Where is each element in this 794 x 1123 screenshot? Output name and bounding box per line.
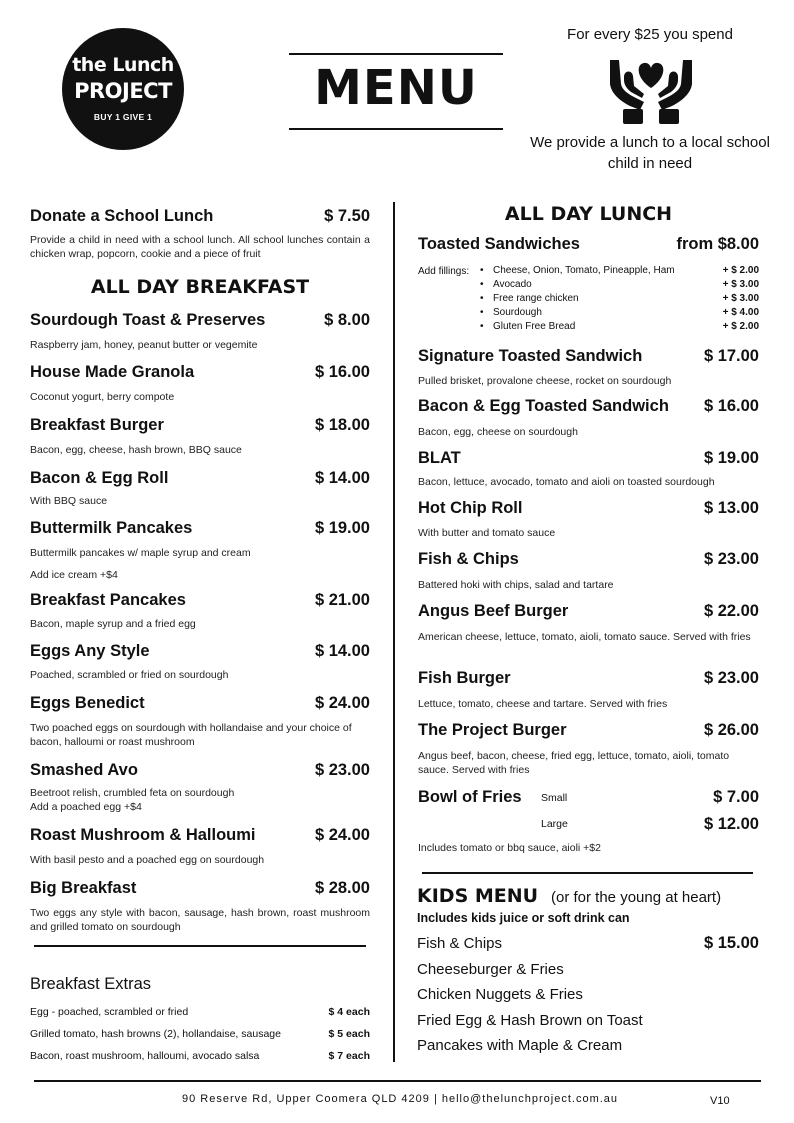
item-description: Angus beef, bacon, cheese, fried egg, lettuce, tomato, aioli, tomato sauce. Served with fries xyxy=(418,750,730,776)
size-label-large: Large xyxy=(541,818,568,830)
logo xyxy=(62,28,184,150)
item-price: $ 23.00 xyxy=(703,669,759,687)
item-description: Bacon, lettuce, avocado, tomato and aioli on toasted sourdough xyxy=(418,476,715,488)
item-name: Eggs Any Style xyxy=(30,642,150,660)
menu-item xyxy=(30,761,370,817)
item-name: Fish Burger xyxy=(418,669,511,687)
item-name: Signature Toasted Sandwich xyxy=(418,347,643,365)
promo-text-bottom: We provide a lunch to a local school child in need xyxy=(530,134,770,172)
item-price: $ 23.00 xyxy=(703,550,759,568)
menu-title-rule-bottom xyxy=(289,128,503,130)
extra-price: $ 7 each xyxy=(328,1050,370,1062)
menu-item xyxy=(30,469,370,509)
item-price: $ 23.00 xyxy=(314,761,370,779)
section-title-breakfast: ALL DAY BREAKFAST xyxy=(90,276,310,298)
item-price: $ 19.00 xyxy=(314,519,370,537)
menu-item xyxy=(418,449,759,489)
item-name: Bacon & Egg Roll xyxy=(30,469,169,487)
kids-subtitle: (or for the young at heart) xyxy=(551,889,722,906)
menu-item xyxy=(30,311,370,351)
item-name: House Made Granola xyxy=(30,363,195,381)
fillings-label: Add fillings: xyxy=(418,266,470,277)
logo-line-1: the Lunch xyxy=(72,54,174,76)
menu-title-rule-top xyxy=(289,53,503,55)
item-description: Includes tomato or bbq sauce, aioli +$2 xyxy=(418,842,601,854)
kids-item: Fish & Chips xyxy=(417,935,503,952)
menu-item xyxy=(418,669,759,709)
item-name: The Project Burger xyxy=(418,721,567,739)
menu-item xyxy=(30,879,370,935)
size-label-small: Small xyxy=(541,792,568,804)
footer-divider xyxy=(34,1080,761,1082)
item-description: Provide a child in need with a school lunch. All school lunches contain a chicken wrap, popcorn, cookie and a piece of fruit xyxy=(30,234,370,260)
item-name: Fish & Chips xyxy=(418,550,519,568)
logo-line-2: PROJECT xyxy=(74,79,172,103)
page-title: MENU xyxy=(314,60,478,116)
item-price: $ 28.00 xyxy=(314,879,370,897)
item-addon: Add a poached egg +$4 xyxy=(30,801,142,813)
section-title-extras: Breakfast Extras xyxy=(30,975,152,993)
item-description: Bacon, maple syrup and a fried egg xyxy=(30,618,196,630)
item-name: Roast Mushroom & Halloumi xyxy=(30,826,256,844)
filling-price: + $ 4.00 xyxy=(722,307,759,318)
divider xyxy=(34,945,366,947)
item-price-small: $ 7.00 xyxy=(713,788,759,806)
menu-item-donate xyxy=(30,207,370,267)
item-description: With butter and tomato sauce xyxy=(418,527,556,539)
item-description: Two eggs any style with bacon, sausage, hash brown, roast mushroom and grilled tomato on sourdough xyxy=(30,907,370,933)
item-name: Smashed Avo xyxy=(30,761,138,779)
item-price: $ 14.00 xyxy=(314,469,370,487)
item-name: Sourdough Toast & Preserves xyxy=(30,311,266,329)
item-price: $ 17.00 xyxy=(703,347,759,365)
kids-item: Cheeseburger & Fries xyxy=(417,961,564,978)
item-name: Bacon & Egg Toasted Sandwich xyxy=(418,397,669,415)
promo-text-top: For every $25 you spend xyxy=(567,26,733,43)
item-description: Pulled brisket, provalone cheese, rocket on sourdough xyxy=(418,375,672,387)
extra-name: Bacon, roast mushroom, halloumi, avocado salsa xyxy=(30,1050,260,1062)
item-name: Breakfast Burger xyxy=(30,416,164,434)
item-description: Bacon, egg, cheese on sourdough xyxy=(418,426,578,438)
extra-price: $ 4 each xyxy=(328,1006,370,1018)
kids-price: $ 15.00 xyxy=(703,934,759,952)
bullet: • xyxy=(480,279,484,290)
filling-name: Gluten Free Bread xyxy=(493,321,576,332)
item-price: $ 16.00 xyxy=(703,397,759,415)
filling-price: + $ 3.00 xyxy=(722,293,759,304)
item-description: Raspberry jam, honey, peanut butter or vegemite xyxy=(30,339,258,351)
filling-name: Sourdough xyxy=(493,307,542,318)
item-description: Battered hoki with chips, salad and tartare xyxy=(418,579,614,591)
item-name: Hot Chip Roll xyxy=(418,499,523,517)
item-price-large: $ 12.00 xyxy=(703,815,759,833)
item-name: Bowl of Fries xyxy=(418,788,522,806)
kids-note: Includes kids juice or soft drink can xyxy=(417,911,630,925)
item-name: Eggs Benedict xyxy=(30,694,145,712)
kids-item: Pancakes with Maple & Cream xyxy=(417,1037,623,1054)
item-price: $ 22.00 xyxy=(703,602,759,620)
bullet: • xyxy=(480,265,484,276)
item-price: $ 13.00 xyxy=(703,499,759,517)
menu-item xyxy=(30,416,370,456)
kids-item: Fried Egg & Hash Brown on Toast xyxy=(417,1012,643,1029)
item-description: Bacon, egg, cheese, hash brown, BBQ sauce xyxy=(30,444,242,456)
item-price: $ 14.00 xyxy=(314,642,370,660)
item-price: $ 24.00 xyxy=(314,694,370,712)
item-description: American cheese, lettuce, tomato, aioli, tomato sauce. Served with fries xyxy=(418,631,751,643)
item-description: Poached, scrambled or fried on sourdough xyxy=(30,669,229,681)
item-price: $ 18.00 xyxy=(314,416,370,434)
logo-tagline: BUY 1 GIVE 1 xyxy=(93,112,153,122)
kids-item: Chicken Nuggets & Fries xyxy=(417,986,583,1003)
filling-name: Free range chicken xyxy=(493,293,579,304)
item-price: $ 7.50 xyxy=(324,207,370,225)
footer-version: V10 xyxy=(710,1095,730,1107)
item-description: Lettuce, tomato, cheese and tartare. Served with fries xyxy=(418,698,668,710)
divider xyxy=(422,872,753,874)
item-description: Two poached eggs on sourdough with hollandaise and your choice of bacon, halloumi or roast mushroom xyxy=(30,722,352,748)
item-name: Buttermilk Pancakes xyxy=(30,519,193,537)
menu-item xyxy=(30,694,370,750)
filling-name: Cheese, Onion, Tomato, Pineapple, Ham xyxy=(493,265,675,276)
menu-item xyxy=(418,499,759,539)
menu-item xyxy=(418,347,759,387)
item-name: Toasted Sandwiches xyxy=(418,235,580,253)
menu-item-toasted-sandwiches xyxy=(418,235,759,257)
item-description: Coconut yogurt, berry compote xyxy=(30,391,175,403)
menu-item xyxy=(418,721,759,777)
column-divider xyxy=(393,202,395,1062)
bullet: • xyxy=(480,307,484,318)
menu-item xyxy=(418,550,759,590)
bullet: • xyxy=(480,293,484,304)
menu-item xyxy=(30,826,370,866)
item-addon: Add ice cream +$4 xyxy=(30,569,118,581)
extra-price: $ 5 each xyxy=(328,1028,370,1040)
filling-price: + $ 2.00 xyxy=(722,321,759,332)
item-name: BLAT xyxy=(418,449,461,467)
extra-name: Grilled tomato, hash browns (2), hollandaise, sausage xyxy=(30,1028,281,1040)
item-name: Donate a School Lunch xyxy=(30,207,214,225)
filling-price: + $ 3.00 xyxy=(722,279,759,290)
menu-item xyxy=(418,602,759,658)
menu-item-fries xyxy=(418,788,759,854)
filling-name: Avocado xyxy=(493,279,532,290)
extra-name: Egg - poached, scrambled or fried xyxy=(30,1006,189,1018)
item-price: $ 19.00 xyxy=(703,449,759,467)
menu-item xyxy=(30,519,370,581)
item-description: With basil pesto and a poached egg on sourdough xyxy=(30,854,265,866)
filling-price: + $ 2.00 xyxy=(722,265,759,276)
heart-hands-icon xyxy=(606,54,696,131)
item-description: Beetroot relish, crumbled feta on sourdough xyxy=(30,787,235,799)
item-name: Breakfast Pancakes xyxy=(30,591,186,609)
item-price: $ 24.00 xyxy=(314,826,370,844)
bullet: • xyxy=(480,321,484,332)
item-price: from $8.00 xyxy=(676,235,759,253)
menu-item xyxy=(30,363,370,403)
item-price: $ 21.00 xyxy=(314,591,370,609)
footer-address: 90 Reserve Rd, Upper Coomera QLD 4209 | hello@thelunchproject.com.au xyxy=(181,1093,619,1105)
section-title-kids: KIDS MENU xyxy=(417,885,539,907)
item-name: Angus Beef Burger xyxy=(418,602,569,620)
item-price: $ 26.00 xyxy=(703,721,759,739)
menu-item xyxy=(30,642,370,682)
menu-item xyxy=(418,397,759,437)
section-title-lunch: ALL DAY LUNCH xyxy=(504,203,673,225)
item-price: $ 16.00 xyxy=(314,363,370,381)
menu-item xyxy=(30,591,370,631)
item-name: Big Breakfast xyxy=(30,879,137,897)
item-description: Buttermilk pancakes w/ maple syrup and cream xyxy=(30,547,251,559)
item-description: With BBQ sauce xyxy=(30,495,108,507)
item-price: $ 8.00 xyxy=(324,311,370,329)
